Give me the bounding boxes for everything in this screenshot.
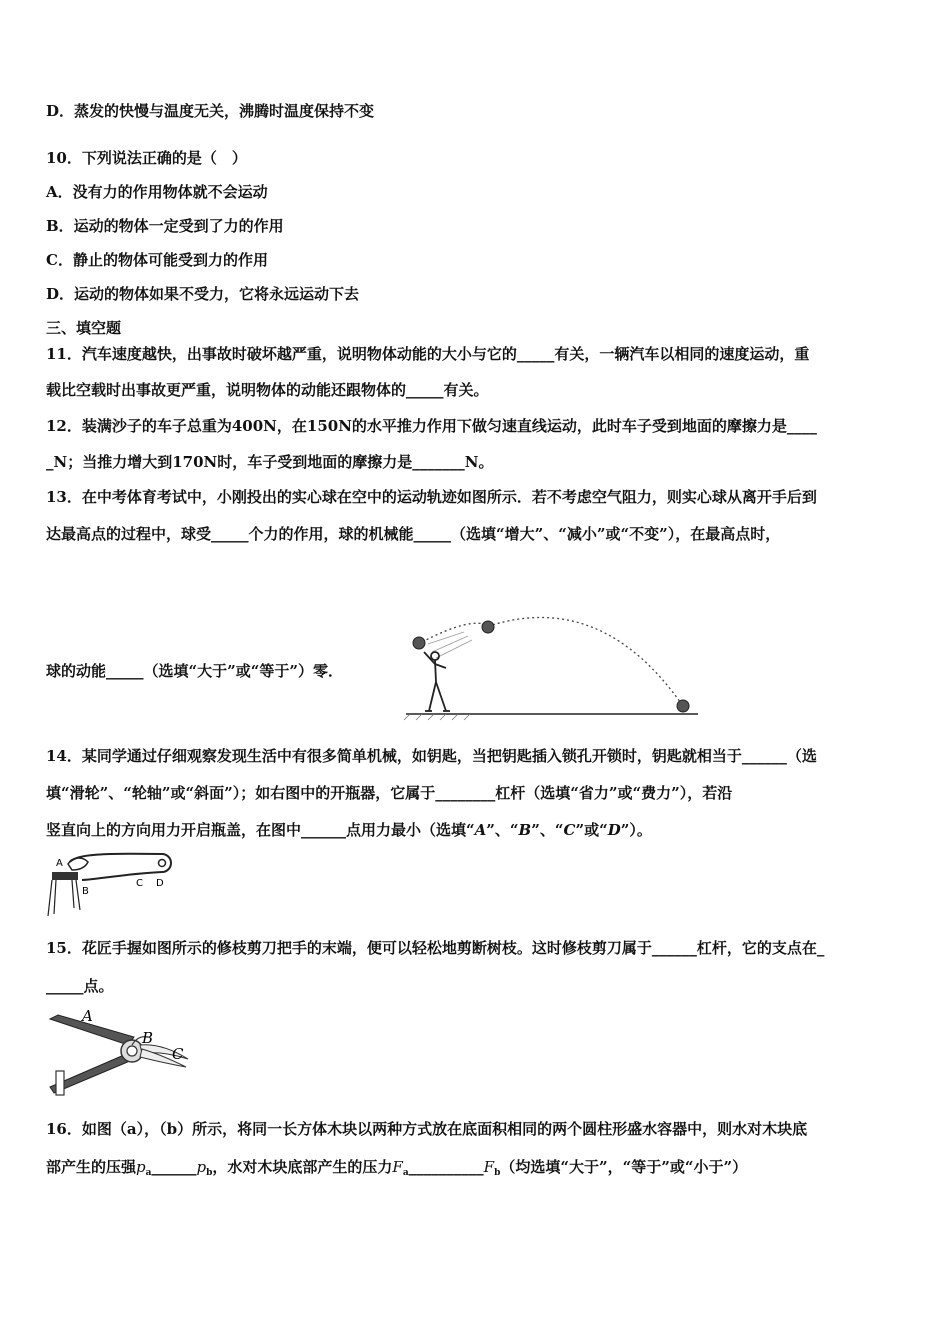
pruning-shears-figure [44,1005,194,1101]
opener-label-d: D [156,878,164,889]
q16-line1: 16．如图（a），（b）所示，将同一长方体木块以两种方式放在底面积相同的两个圆柱形盛水容器中，则水对木块底 [46,1120,808,1138]
shears-label-c: C [172,1045,184,1063]
q10-option-c: C．静止的物体可能受到力的作用 [46,251,268,269]
q14-line1: 14．某同学通过仔细观察发现生活中有很多简单机械，如钥匙，当把钥匙插入锁孔开锁时，钥匙就相当于______（选 [46,747,817,765]
opener-label-b: B [82,886,89,897]
q13-line1: 13．在中考体育考试中，小刚投出的实心球在空中的运动轨迹如图所示．若不考虑空气阻力，则实心球从离开手后到 [46,488,817,506]
q9-option-d: D．蒸发的快慢与温度无关，沸腾时温度保持不变 [46,102,375,120]
q14-line2: 填“滑轮”、“轮轴”或“斜面”）；如右图中的开瓶器，它属于________杠杆（选填“省力”或“费力”），若沿 [46,784,733,802]
q11-line1: 11．汽车速度越快，出事故时破坏越严重，说明物体动能的大小与它的_____有关，一辆汽车以相同的速度运动，重 [46,345,810,363]
shears-label-b: B [142,1029,154,1047]
opener-label-a: A [56,858,63,869]
q14-line3: 竖直向上的方向用力开启瓶盖，在图中______点用力最小（选填“A”、“B”、“C”或“D”）。 [46,821,652,839]
q15-line1: 15．花匠手握如图所示的修枝剪刀把手的末端，便可以轻松地剪断树枝。这时修枝剪刀属于______杠杆，它的支点在_ [46,939,825,957]
q10-option-b: B．运动的物体一定受到了力的作用 [46,217,284,235]
q12-line2: _N；当推力增大到170N时，车子受到地面的摩擦力是_______N。 [46,453,494,471]
q10-stem: 10．下列说法正确的是（ ） [46,149,247,167]
section-title: 三、填空题 [46,319,122,337]
shears-label-a: A [82,1007,93,1025]
shot-put-figure [402,610,702,722]
q11-line2: 载比空载时出事故更严重，说明物体的动能还跟物体的_____有关。 [46,381,489,399]
opener-label-c: C [136,878,143,889]
q10-option-d: D．运动的物体如果不受力，它将永远运动下去 [46,285,360,303]
q15-line2: _____点。 [46,977,114,995]
q16-line2: 部产生的压强$p_a\_\_\_\_\_\_p_b$，水对木块底部产生的压力$F_a\_\_\_\_\_\_\_\_\_\_F_b$（均选填“大于”，“等于”或“小于”） [46,1158,748,1178]
q13-line3: 球的动能_____（选填“大于”或“等于”）零． [46,662,344,680]
q10-option-a: A．没有力的作用物体就不会运动 [46,183,268,201]
bottle-opener-figure [42,850,182,924]
q12-line1: 12．装满沙子的车子总重为400N，在150N的水平推力作用下做匀速直线运动，此时车子受到地面的摩擦力是____ [46,417,817,435]
q13-line2: 达最高点的过程中，球受_____个力的作用，球的机械能_____（选填“增大”、“减小”或“不变”），在最高点时， [46,525,781,543]
